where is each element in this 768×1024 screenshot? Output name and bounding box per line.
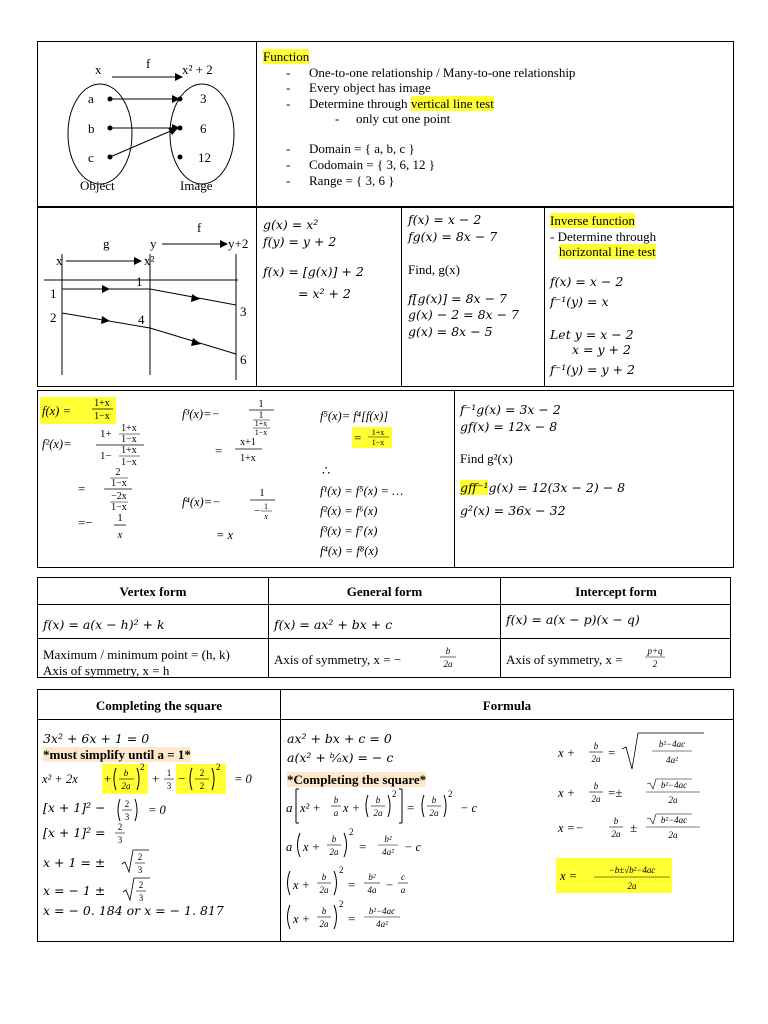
object-label: Object — [80, 178, 115, 193]
svg-text:b: b — [333, 795, 339, 805]
f1-den: 1−x — [94, 411, 110, 422]
periodic-3: f³(x) = f⁷(x) — [320, 524, 378, 538]
f2-den1: 1−x — [111, 478, 127, 489]
svg-text:=: = — [348, 877, 356, 892]
divider — [280, 689, 281, 942]
svg-text:b: b — [321, 906, 327, 916]
svg-text:−: − — [254, 505, 261, 517]
inverse-l6: x = y + 2 — [572, 342, 631, 357]
svg-text:b: b — [321, 872, 327, 882]
inverse-l7: f⁻¹(y) = y + 2 — [550, 362, 635, 377]
svg-text:b: b — [375, 795, 381, 805]
svg-text:2: 2 — [339, 899, 344, 909]
header-completing: Completing the square — [95, 698, 223, 713]
svg-text:x +: x + — [343, 801, 361, 815]
svg-text:−b±√b²−4ac: −b±√b²−4ac — [608, 865, 656, 875]
svg-text:2a: 2a — [668, 830, 678, 840]
svg-text:2: 2 — [137, 852, 143, 862]
svg-text:2a: 2a — [443, 659, 453, 669]
svg-text:a: a — [286, 840, 293, 854]
image-label: Image — [180, 178, 213, 193]
svg-text:= 0: = 0 — [234, 772, 252, 786]
svg-text:− c: − c — [460, 801, 478, 815]
formula-result — [556, 727, 731, 899]
svg-text:4a²: 4a² — [382, 847, 394, 857]
svg-text:2: 2 — [392, 789, 397, 799]
fm-l3: *Completing the square* — [287, 772, 427, 787]
svg-text:±: ± — [630, 820, 638, 835]
comp-eq1-l1: g(x) = x² — [263, 217, 319, 232]
fm-l2: a(x² + ᵇ⁄ₐx) = − c — [287, 750, 394, 765]
comp-eq2-l6: g(x) = 8x − 5 — [408, 324, 493, 339]
svg-text:2a: 2a — [329, 847, 339, 857]
domain-text: Domain = { a, b, c } — [309, 141, 415, 156]
f1-num: 1+x — [94, 398, 110, 409]
label-g: g — [103, 236, 110, 251]
f4-lhs: f⁴(x)=− — [182, 495, 221, 509]
f2-dn: 1+x — [121, 445, 137, 456]
divider — [454, 390, 455, 568]
svg-text:b: b — [331, 834, 337, 844]
svg-text:2a: 2a — [121, 781, 131, 791]
svg-text:2a: 2a — [611, 829, 621, 839]
mapping-x: x — [95, 62, 102, 77]
svg-text:3: 3 — [124, 812, 130, 822]
inverse-l1: - Determine through — [550, 229, 657, 244]
label-x2: x² — [144, 253, 155, 268]
f2-nn: 1+x — [121, 423, 137, 434]
svg-text:b²−4ac: b²−4ac — [660, 815, 688, 825]
svg-text:2: 2 — [216, 762, 221, 772]
svg-text:b: b — [613, 816, 619, 826]
point-r2: 6 — [240, 352, 247, 367]
domain-b: b — [88, 121, 95, 136]
svg-text:2a: 2a — [627, 881, 637, 891]
f1-lhs: f(x) = — [42, 404, 71, 418]
composite-diagram — [40, 210, 254, 384]
svg-text:2: 2 — [199, 781, 205, 791]
f3-lhs: f³(x)=− — [182, 407, 220, 421]
svg-text:a: a — [333, 808, 339, 818]
point-q1: 1 — [136, 274, 143, 289]
cs-l7: x = − 1 ± — [43, 883, 106, 898]
svg-text:x +: x + — [293, 912, 311, 926]
svg-text:x +: x + — [558, 746, 576, 760]
point-r1: 3 — [240, 304, 247, 319]
label-y2: y+2 — [228, 236, 249, 251]
svg-text:1+: 1+ — [100, 428, 112, 440]
periodic-2: f²(x) = f⁶(x) — [320, 504, 378, 518]
divider — [544, 206, 545, 387]
svg-text:=: = — [608, 745, 616, 760]
svg-text:+: + — [152, 771, 160, 786]
svg-text:x =−: x =− — [558, 821, 584, 835]
svg-text:x +: x + — [293, 878, 311, 892]
svg-text:+: + — [104, 771, 112, 786]
svg-text:2: 2 — [349, 827, 354, 837]
f4-res: = x — [216, 528, 234, 542]
svg-text:2a: 2a — [429, 808, 439, 818]
periodic-1: f¹(x) = f⁵(x) = … — [320, 484, 404, 498]
function-title: Function — [263, 49, 310, 64]
svg-text:2: 2 — [138, 880, 144, 890]
svg-text:2a: 2a — [591, 794, 601, 804]
inverse-l3: f(x) = x − 2 — [550, 274, 624, 289]
divider — [37, 604, 731, 605]
f3-frac-den: 1+x — [240, 453, 256, 464]
svg-text:1: 1 — [258, 398, 264, 410]
f2-den2: 1−x — [111, 502, 127, 513]
f3-eq: = — [215, 443, 223, 458]
divider — [256, 206, 257, 387]
comp-eq2-l1: f(x) = x − 2 — [408, 212, 482, 227]
cs-l7-sqrt — [122, 876, 152, 904]
mapping-diagram — [40, 44, 254, 204]
svg-text:1: 1 — [166, 768, 172, 778]
f2-two: 2 — [115, 467, 121, 478]
f2-neg: =− — [78, 515, 93, 530]
svg-text:2a: 2a — [668, 795, 678, 805]
intercept-note: Axis of symmetry, x = — [506, 652, 623, 667]
function-bullet-2: Every object has image — [309, 80, 431, 95]
cs-l6: x + 1 = ± — [43, 855, 106, 870]
f5-den: 1−x — [371, 438, 385, 447]
comp-eq2-l5: g(x) − 2 = 8x − 7 — [408, 307, 519, 322]
svg-text:x +: x + — [558, 786, 576, 800]
inv-comp-l3: Find g²(x) — [460, 451, 513, 466]
svg-text:=: = — [359, 839, 367, 854]
f2-eq2: = — [78, 481, 86, 496]
svg-text:2: 2 — [339, 865, 344, 875]
comp-eq2-l3: Find, g(x) — [408, 262, 460, 277]
divider — [401, 206, 402, 387]
svg-text:2: 2 — [124, 799, 130, 809]
svg-text:2a: 2a — [373, 808, 383, 818]
codomain-6: 6 — [200, 121, 207, 136]
inverse-l5: Let y = x − 2 — [550, 327, 634, 342]
svg-text:4a²: 4a² — [376, 919, 388, 929]
svg-text:1: 1 — [259, 487, 265, 499]
f2-nd: 1−x — [121, 434, 137, 445]
vertex-note-1: Maximum / minimum point = (h, k) — [43, 647, 230, 662]
svg-text:4a²: 4a² — [666, 755, 678, 765]
f2-one: 1 — [117, 512, 123, 524]
header-intercept-form: Intercept form — [575, 584, 657, 599]
f5-res: = — [354, 430, 362, 445]
f2-x: x — [117, 529, 123, 541]
cs-l5-frac — [112, 821, 128, 845]
svg-text:x: x — [264, 512, 268, 521]
f2-m2x: −2x — [111, 491, 127, 502]
svg-text:− c: − c — [404, 840, 422, 854]
svg-text:1−: 1− — [100, 450, 112, 462]
svg-text:b: b — [445, 646, 451, 656]
general-eq: f(x) = ax² + bx + c — [274, 617, 393, 632]
vertex-note-2: Axis of symmetry, x = h — [43, 663, 170, 678]
codomain-text: Codomain = { 3, 6, 12 } — [309, 157, 435, 172]
inverse-l2: horizontal line test — [559, 244, 656, 259]
f2-dd: 1−x — [121, 457, 137, 468]
svg-text:2a: 2a — [319, 919, 329, 929]
label-y: y — [150, 236, 157, 251]
function-bullet-3: Determine through vertical line test — [309, 96, 494, 111]
f3-in-den: 1−x — [254, 428, 268, 437]
header-formula: Formula — [482, 698, 532, 713]
mapping-fx: x² + 2 — [182, 62, 213, 77]
inv-comp-l2: gf(x) = 12x − 8 — [460, 419, 558, 434]
svg-text:2: 2 — [199, 768, 205, 778]
svg-text:2: 2 — [117, 822, 123, 832]
svg-text:=±: =± — [608, 785, 623, 800]
svg-text:b²−4ac: b²−4ac — [368, 906, 396, 916]
intercept-frac — [642, 645, 668, 671]
formula-derivation — [284, 787, 554, 939]
function-bullet-4: only cut one point — [356, 111, 451, 126]
header-vertex-form: Vertex form — [119, 584, 187, 599]
general-note: Axis of symmetry, x = − — [274, 652, 402, 667]
point-2: 2 — [50, 310, 57, 325]
svg-text:2: 2 — [448, 789, 453, 799]
svg-text:2: 2 — [652, 659, 658, 669]
svg-text:=: = — [407, 800, 415, 815]
mapping-f: f — [146, 56, 151, 71]
svg-text:4a: 4a — [367, 885, 377, 895]
svg-text:3: 3 — [117, 835, 123, 845]
svg-text:b: b — [431, 795, 437, 805]
range-text: Range = { 3, 6 } — [309, 173, 395, 188]
label-f: f — [197, 220, 202, 235]
svg-text:−: − — [386, 878, 394, 892]
svg-text:3: 3 — [166, 781, 172, 791]
codomain-3: 3 — [200, 91, 207, 106]
divider — [37, 719, 734, 720]
point-q2: 4 — [138, 312, 145, 327]
inv-comp-l1: f⁻¹g(x) = 3x − 2 — [460, 402, 561, 417]
comp-eq1-l3: f(x) = [g(x)] + 2 — [263, 264, 364, 279]
svg-text:= 0: = 0 — [148, 803, 166, 817]
inv-comp-l5: g²(x) = 36x − 32 — [460, 503, 566, 518]
periodic-4: f⁴(x) = f⁸(x) — [320, 544, 379, 558]
svg-text:b: b — [593, 781, 599, 791]
cs-l1: 3x² + 6x + 1 = 0 — [43, 731, 150, 746]
recursive-workings — [40, 393, 452, 565]
cs-l4: [x + 1]² − — [43, 800, 106, 815]
f2-lhs: f²(x)= — [42, 437, 72, 451]
inverse-l4: f⁻¹(y) = x — [550, 294, 609, 309]
svg-text:2a: 2a — [319, 885, 329, 895]
codomain-12: 12 — [198, 150, 211, 165]
svg-text:p+q: p+q — [647, 646, 663, 656]
svg-text:b: b — [593, 741, 599, 751]
header-general-form: General form — [346, 584, 423, 599]
svg-text:=: = — [348, 911, 356, 926]
svg-text:b²−4ac: b²−4ac — [658, 739, 686, 749]
f5-lhs: f⁵(x)= f⁴[f(x)] — [320, 409, 389, 423]
svg-text:a: a — [400, 885, 406, 895]
point-1: 1 — [50, 286, 57, 301]
svg-text:b: b — [123, 768, 129, 778]
f5-num: 1+x — [371, 428, 385, 437]
svg-text:3: 3 — [137, 865, 143, 875]
svg-text:c: c — [401, 872, 405, 882]
vertex-eq: f(x) = a(x − h)² + k — [43, 617, 165, 632]
svg-text:3: 3 — [138, 893, 144, 903]
comp-eq1-l2: f(y) = y + 2 — [263, 234, 337, 249]
comp-eq2-l4: f[g(x)] = 8x − 7 — [408, 291, 507, 306]
therefore: ∴ — [322, 463, 331, 478]
svg-text:b²−4ac: b²−4ac — [660, 780, 688, 790]
cs-l6-sqrt — [121, 848, 151, 876]
svg-text:x² + 2x: x² + 2x — [42, 772, 78, 786]
svg-text:a: a — [286, 800, 293, 815]
comp-eq1-l4: = x² + 2 — [298, 286, 351, 301]
cs-line3 — [40, 762, 276, 796]
svg-text:x +: x + — [303, 840, 321, 854]
cs-l2: *must simplify until a = 1* — [43, 747, 191, 762]
general-frac — [438, 645, 458, 671]
domain-a: a — [88, 91, 94, 106]
comp-eq2-l2: fg(x) = 8x − 7 — [408, 229, 498, 244]
f3-frac-num: x+1 — [240, 437, 256, 448]
svg-text:x =: x = — [560, 869, 578, 883]
cs-l8: x = − 0. 184 or x = − 1. 817 — [43, 903, 224, 918]
divider — [256, 41, 257, 208]
cs-l5: [x + 1]² = — [43, 825, 106, 840]
svg-text:1: 1 — [264, 502, 268, 511]
label-x: x — [56, 253, 63, 268]
svg-text:−: − — [178, 771, 186, 786]
fm-l1: ax² + bx + c = 0 — [287, 731, 392, 746]
svg-text:b²: b² — [384, 834, 392, 844]
svg-text:x² +: x² + — [300, 801, 321, 815]
domain-c: c — [88, 150, 94, 165]
divider — [37, 638, 731, 639]
f3-in-num: 1+x — [254, 419, 268, 428]
cs-l4-frac — [114, 797, 174, 823]
svg-text:2a: 2a — [591, 754, 601, 764]
inv-comp-l4: gff⁻¹g(x) = 12(3x − 2) − 8 — [460, 480, 626, 495]
intercept-eq: f(x) = a(x − p)(x − q) — [506, 612, 640, 627]
function-bullet-1: One-to-one relationship / Many-to-one relationship — [309, 65, 576, 80]
svg-text:1: 1 — [258, 410, 264, 420]
svg-text:b²: b² — [368, 872, 376, 882]
inverse-title: Inverse function — [550, 213, 635, 228]
svg-text:2: 2 — [140, 762, 145, 772]
